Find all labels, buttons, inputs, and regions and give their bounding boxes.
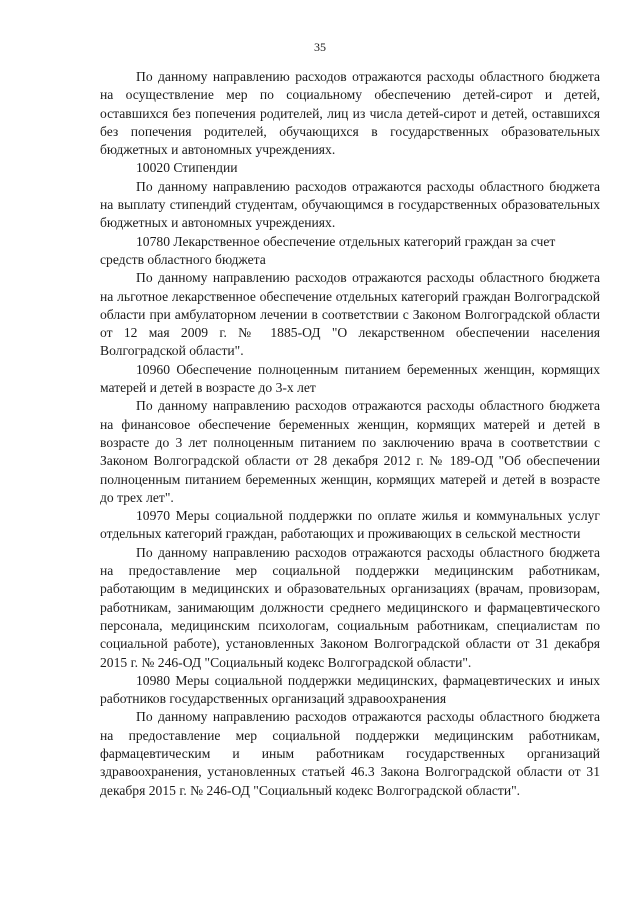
- paragraph-heading: 10960 Обеспечение полноценным питанием беременных женщин, кормящих матерей и детей в возрасте до 3-х лет: [100, 361, 600, 396]
- paragraph-body: По данному направлению расходов отражаются расходы областного бюджета на предоставление мер социальной поддержки медицинским работникам, фармацевтическим и иным работникам государственных организаций здравоохранения, установленных статьей 46.3 Закона Волгоградской области от 31 декабря 2015 г. № 246-ОД "Социальный кодекс Волгоградской области".: [100, 709, 600, 798]
- paragraph-body: По данному направлению расходов отражаются расходы областного бюджета на финансовое обеспечение беременных женщин, кормящих матерей и детей в возрасте до 3 лет полноценным питанием по заключению врача в соответствии с Законом Волгоградской области от 28 декабря 2012 г. № 189-ОД "Об обеспечении полноценным питанием беременных женщин, кормящих матерей и детей в возрасте до трех лет".: [100, 398, 600, 505]
- paragraph-heading: 10780 Лекарственное обеспечение отдельных категорий граждан за счет средств областного бюджета: [100, 233, 556, 267]
- paragraph-heading: 10980 Меры социальной поддержки медицинских, фармацевтических и иных работников государственных организаций здравоохранения: [100, 672, 600, 707]
- paragraph-heading: 10970 Меры социальной поддержки по оплате жилья и коммунальных услуг отдельных категорий граждан, работающих и проживающих в сельской местности: [100, 508, 600, 542]
- paragraph-body: По данному направлению расходов отражаются расходы областного бюджета на льготное лекарственное обеспечение отдельных категорий граждан Волгоградской области при амбулаторном лечении в соответствии с Законом Волгоградской области от 12 мая 2009 г. № 1885-ОД "О лекарственном обеспечении населения Волгоградской области".: [100, 270, 600, 359]
- paragraph-body: По данному направлению расходов отражаются расходы областного бюджета на выплату стипендий студентам, обучающимся в государственных образовательных бюджетных и автономных учреждениях.: [100, 178, 600, 231]
- paragraph-body: По данному направлению расходов отражаются расходы областного бюджета на предоставление мер социальной поддержки медицинским работникам, работающим в медицинских и образовательных организациях (врачам, провизорам, работникам, занимающим должности среднего медицинского и фармацевтического персонала, медицинским психологам, социальным работникам, специалистам по социальной работе), установленных Законом Волгоградской области от 31 декабря 2015 г. № 246-ОД "Социальный кодекс Волгоградской области".: [100, 544, 600, 670]
- paragraph-heading: 10020 Стипендии: [136, 160, 238, 176]
- page-number: 35: [314, 40, 326, 54]
- paragraph-body: По данному направлению расходов отражаются расходы областного бюджета на осуществление мер по социальному обеспечению детей-сирот и детей, оставшихся без попечения родителей, лиц из числа детей-сирот и детей, оставшихся без попечения родителей, обучающихся в государственных образовательных бюджетных и автономных учреждениях.: [100, 69, 600, 158]
- document-body: [100, 68, 600, 800]
